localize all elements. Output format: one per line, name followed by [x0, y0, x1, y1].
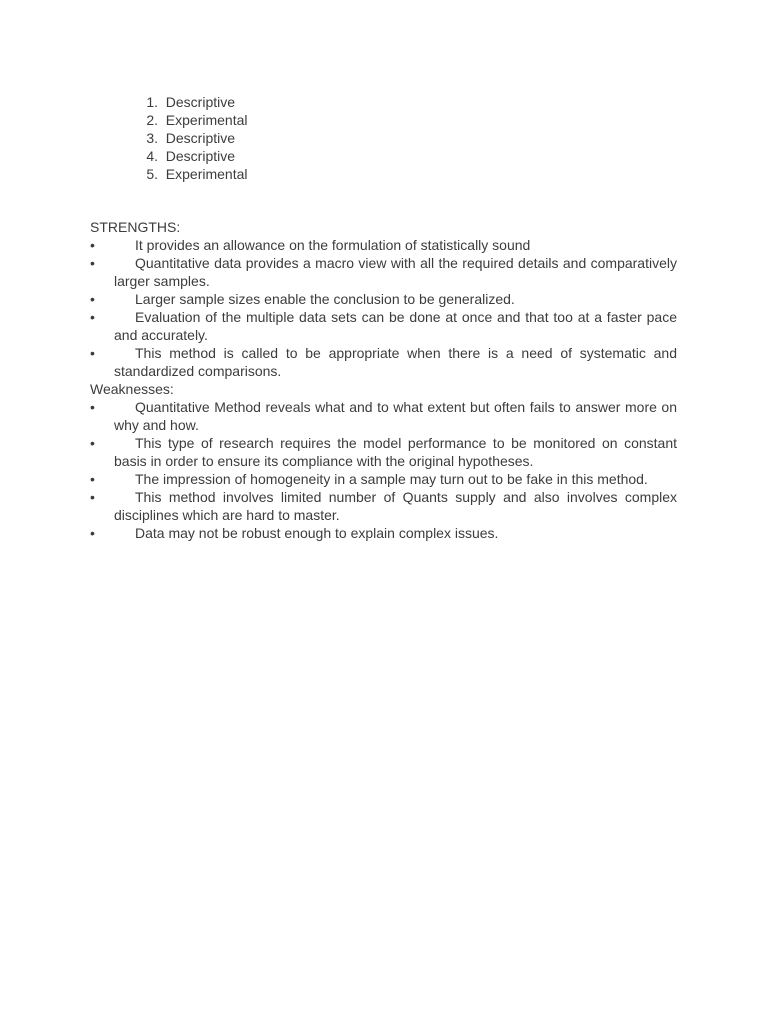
bullet-icon: • [90, 435, 95, 451]
strengths-list [90, 236, 677, 380]
weaknesses-heading: Weaknesses: [90, 381, 174, 397]
bullet-icon: • [90, 525, 95, 541]
bullet-icon: • [90, 309, 95, 325]
numbered-item [128, 111, 247, 129]
answer-numbered-list [128, 93, 247, 183]
item-label: Experimental [165, 166, 248, 182]
strength-item [90, 254, 677, 290]
numbered-item [128, 165, 247, 183]
strength-item [90, 236, 677, 254]
weakness-text: Quantitative Method reveals what and to what extent but often fails to answer more on why and how. [114, 399, 677, 433]
item-number: 4. [146, 148, 158, 164]
strength-text: Evaluation of the multiple data sets can be done at once and that too at a faster pace and accurately. [114, 309, 677, 343]
item-number: 1. [146, 94, 158, 110]
item-number: 5. [146, 166, 158, 182]
weakness-item [90, 398, 677, 434]
weakness-item [90, 524, 677, 542]
bullet-icon: • [90, 345, 95, 361]
bullet-icon: • [90, 399, 95, 415]
weakness-item [90, 488, 677, 524]
strength-text: Larger sample sizes enable the conclusion to be generalized. [135, 291, 515, 307]
item-number: 2. [146, 112, 158, 128]
weakness-item [90, 434, 677, 470]
bullet-icon: • [90, 237, 95, 253]
strengths-heading: STRENGTHS: [90, 219, 181, 235]
numbered-item [128, 129, 247, 147]
numbered-item [128, 93, 247, 111]
strength-item [90, 290, 677, 308]
item-label: Experimental [165, 112, 248, 128]
weakness-text: This method involves limited number of Quants supply and also involves complex disciplines which are hard to master. [114, 489, 677, 523]
weakness-text: The impression of homogeneity in a sample may turn out to be fake in this method. [135, 471, 648, 487]
bullet-icon: • [90, 291, 95, 307]
bullet-icon: • [90, 471, 95, 487]
item-number: 3. [146, 130, 158, 146]
bullet-icon: • [90, 255, 95, 271]
strength-item [90, 308, 677, 344]
strength-item [90, 344, 677, 380]
strength-text: This method is called to be appropriate when there is a need of systematic and standardized comparisons. [114, 345, 677, 379]
numbered-item [128, 147, 247, 165]
weaknesses-list [90, 398, 677, 542]
strength-text: It provides an allowance on the formulation of statistically sound [135, 237, 531, 253]
bullet-icon: • [90, 489, 95, 505]
strength-text: Quantitative data provides a macro view with all the required details and comparatively larger samples. [114, 255, 677, 289]
weakness-text: Data may not be robust enough to explain complex issues. [135, 525, 499, 541]
weakness-text: This type of research requires the model performance to be monitored on constant basis in order to ensure its compliance with the original hypotheses. [114, 435, 677, 469]
strengths-weaknesses-section [90, 218, 677, 542]
item-label: Descriptive [165, 130, 236, 146]
weakness-item [90, 470, 677, 488]
item-label: Descriptive [165, 148, 236, 164]
item-label: Descriptive [165, 94, 236, 110]
